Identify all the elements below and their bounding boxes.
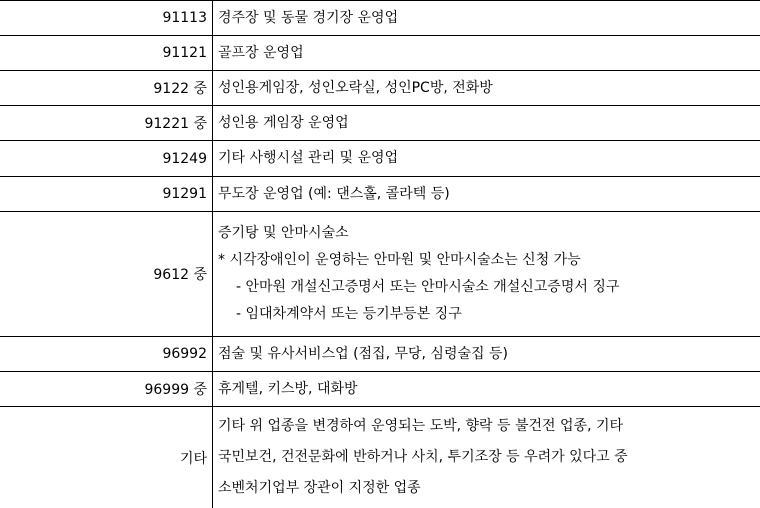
description-line: 휴게텔, 키스방, 대화방 [218, 380, 358, 397]
industry-code: 91113 [0, 1, 213, 35]
description-line: 소벤처기업부 장관이 지정한 업종 [218, 480, 421, 496]
description-line: 골프장 운영업 [218, 44, 304, 61]
table-row [0, 36, 760, 71]
description-line: 기타 사행시설 관리 및 운영업 [218, 150, 399, 166]
description-line: 경주장 및 동물 경기장 운영업 [218, 9, 399, 26]
table-row [0, 337, 760, 372]
industry-code: 91249 [0, 141, 213, 176]
table-row [0, 141, 760, 177]
industry-description [213, 177, 760, 211]
table-row [0, 1, 760, 36]
requirement-line: - 임대차계약서 또는 등기부등본 징구 [236, 306, 462, 322]
note-line: * 시각장애인이 운영하는 안마원 및 안마시술소는 신청 가능 [218, 252, 581, 268]
industry-code: 9612 중 [0, 212, 213, 336]
table-row [0, 407, 760, 508]
table-row [0, 177, 760, 212]
table-row [0, 372, 760, 407]
industry-description [213, 407, 760, 508]
description-line: 성인용 게임장 운영업 [218, 114, 349, 131]
industry-code: 9122 중 [0, 71, 213, 105]
description-line: 무도장 운영업 (예: 댄스홀, 콜라텍 등) [218, 185, 450, 202]
industry-description [213, 36, 760, 70]
description-line: 국민보건, 건전문화에 반하거나 사치, 투기조장 등 우려가 있다고 중 [218, 449, 628, 465]
industry-code: 91121 [0, 36, 213, 70]
industry-description [213, 141, 760, 176]
table-row [0, 106, 760, 141]
industry-description [213, 1, 760, 35]
description-line: 기타 위 업종을 변경하여 운영되는 도박, 향락 등 불건전 업종, 기타 [218, 418, 624, 434]
description-line: 증기탕 및 안마시술소 [218, 225, 349, 241]
industry-code: 96992 [0, 337, 213, 371]
industry-description [213, 372, 760, 406]
table-row [0, 212, 760, 337]
table-row [0, 71, 760, 106]
description-line: 성인용게임장, 성인오락실, 성인PC방, 전화방 [218, 79, 493, 96]
industry-description [213, 71, 760, 105]
industry-description [213, 106, 760, 140]
industry-code: 기타 [0, 407, 213, 508]
industry-description [213, 337, 760, 371]
industry-code: 91221 중 [0, 106, 213, 140]
description-line: 점술 및 유사서비스업 (점집, 무당, 심령술집 등) [218, 345, 508, 362]
requirement-line: - 안마원 개설신고증명서 또는 안마시술소 개설신고증명서 징구 [236, 279, 620, 295]
industry-description [213, 212, 760, 336]
industry-code: 91291 [0, 177, 213, 211]
industry-code: 96999 중 [0, 372, 213, 406]
